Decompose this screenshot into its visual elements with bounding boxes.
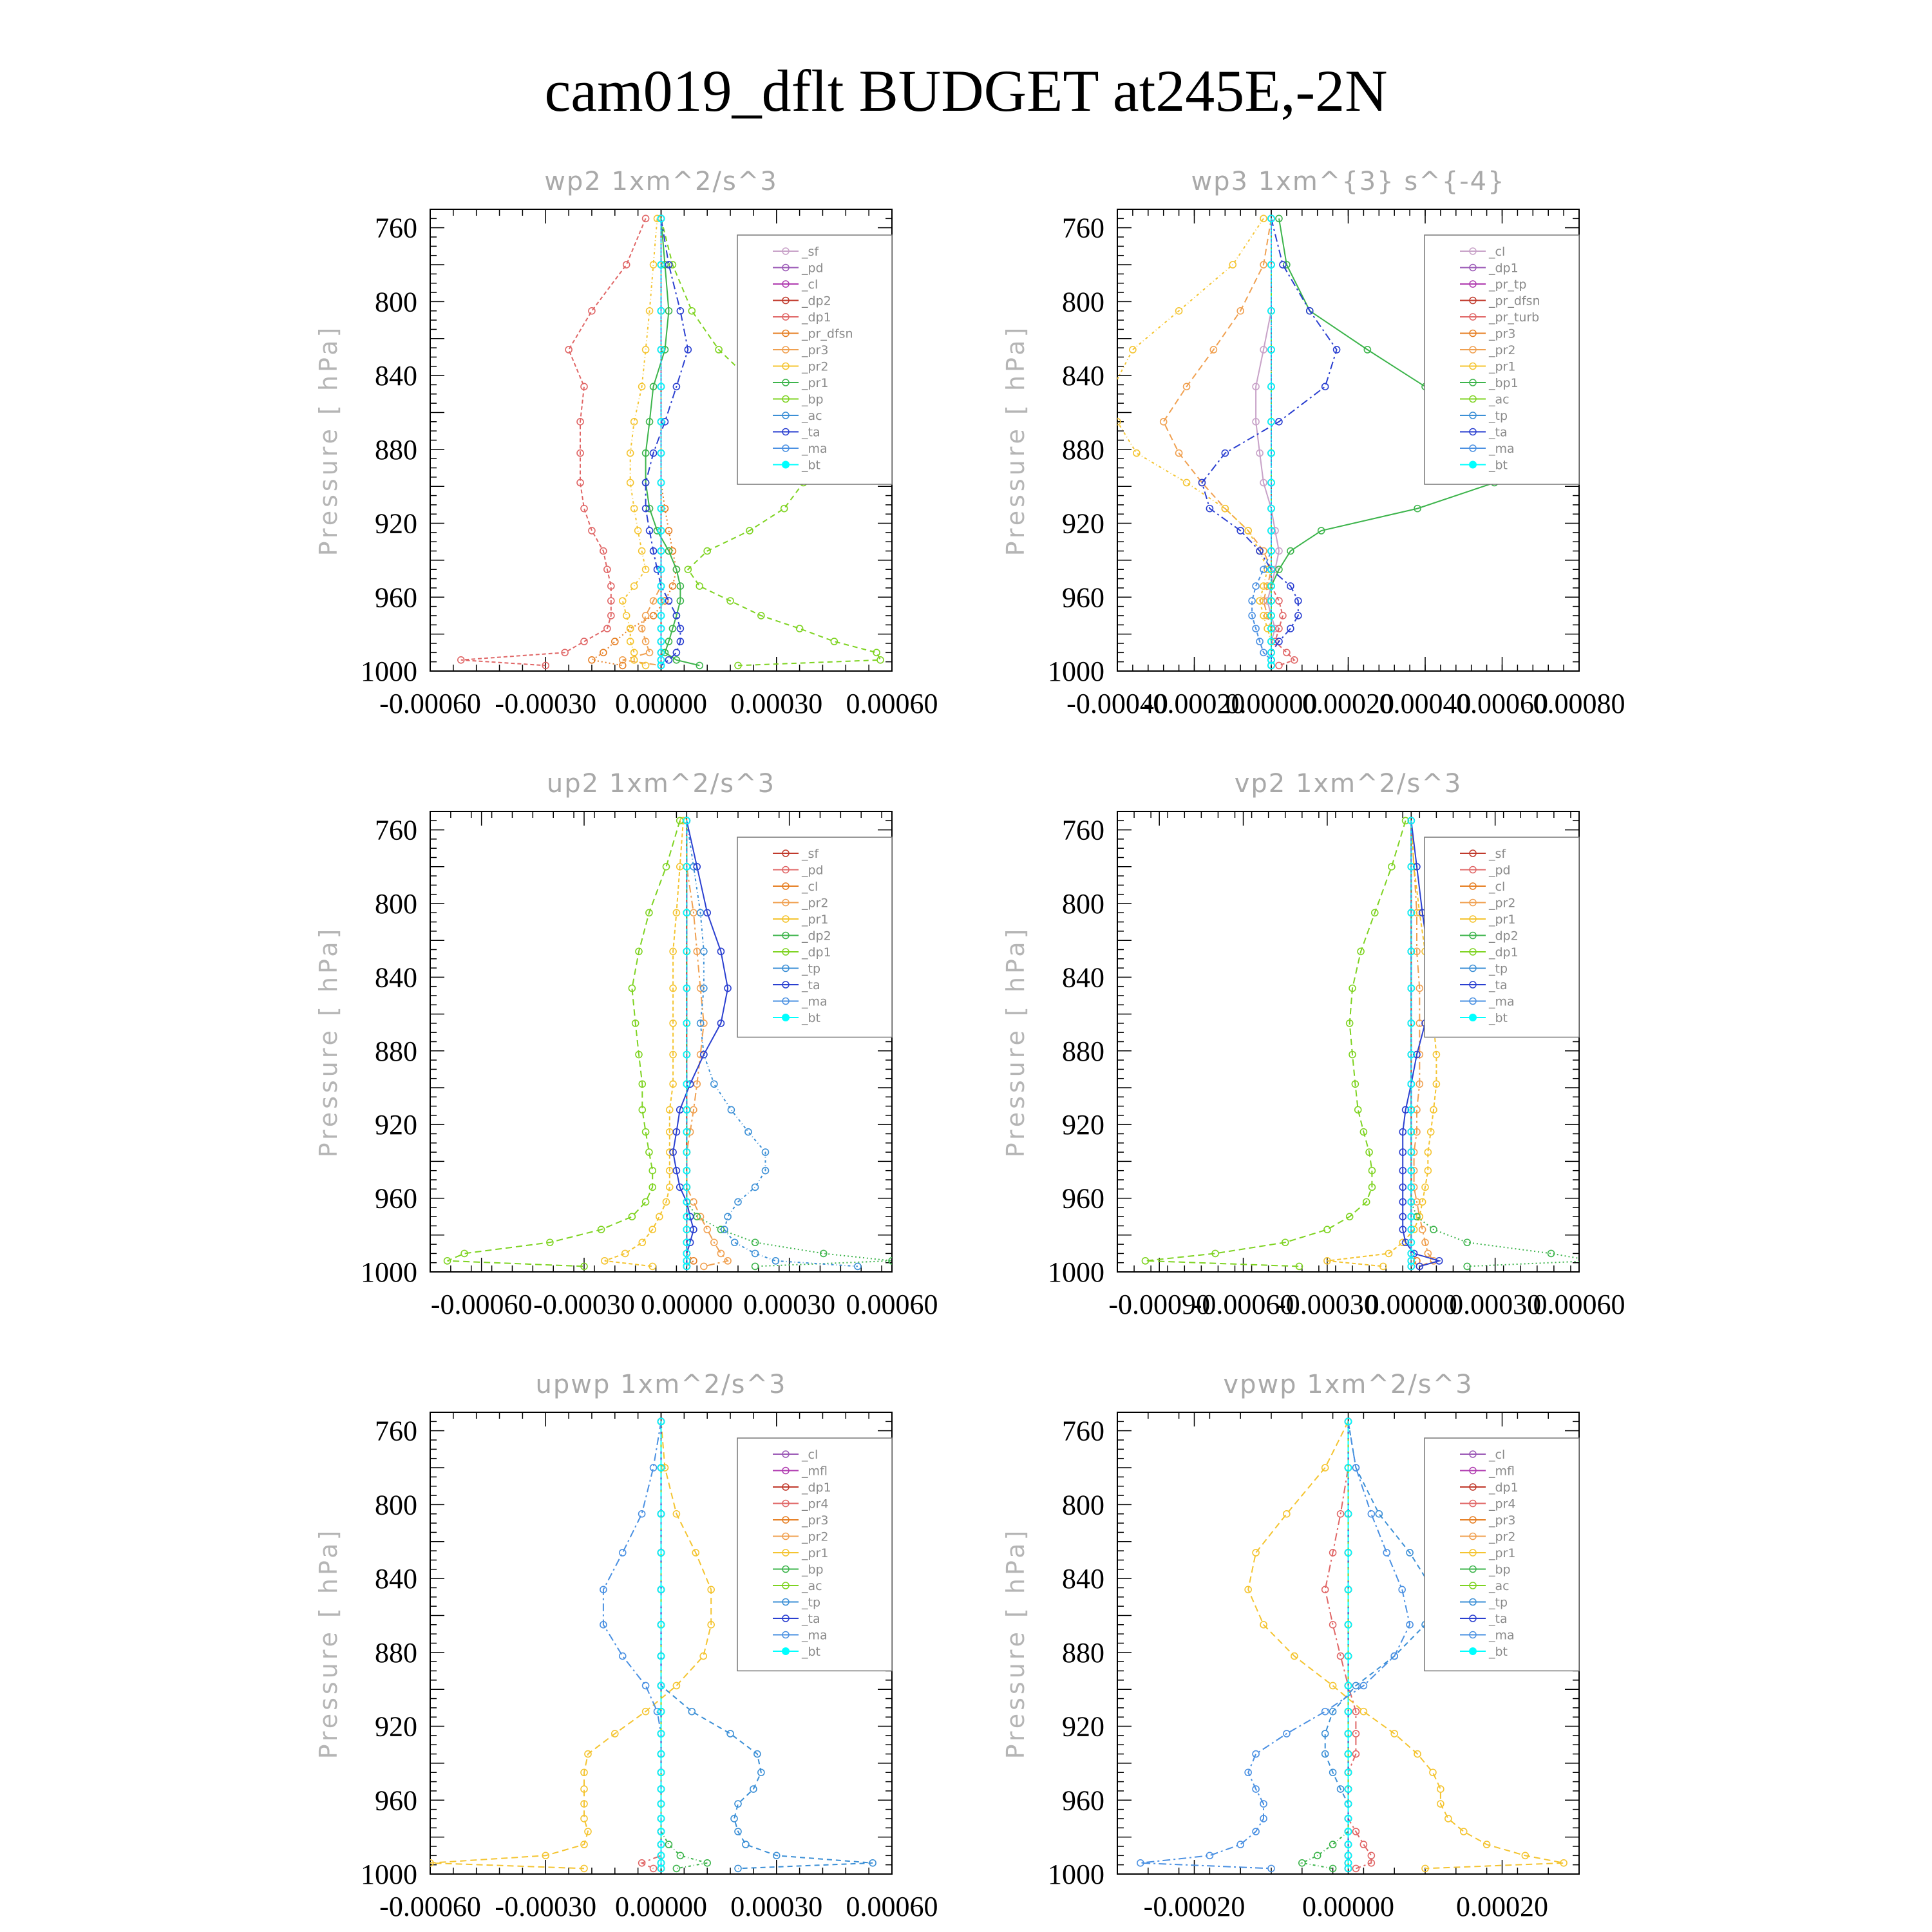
legend-label: _pr2: [1489, 896, 1516, 911]
y-tick-label: 760: [375, 814, 417, 846]
data-point: [1368, 1852, 1374, 1859]
data-point: [727, 1730, 734, 1737]
x-tick-label: -0.00020: [1143, 688, 1245, 719]
x-tick-label: -0.00090: [1108, 1289, 1211, 1320]
y-tick-label: 800: [1062, 286, 1104, 318]
legend-label: _pr_dfsn: [1489, 294, 1540, 308]
series-line-pr1: [430, 1421, 711, 1868]
series-line-dp1: [1146, 820, 1406, 1266]
legend-label: _ac: [1489, 1579, 1510, 1593]
x-tick-label: -0.00060: [379, 688, 481, 719]
y-tick-label: 840: [375, 961, 417, 994]
panel-5: [1001, 1370, 1579, 1922]
data-point: [1430, 1769, 1436, 1776]
legend-label: _ma: [1489, 994, 1515, 1009]
data-point: [743, 1841, 749, 1848]
data-point: [673, 649, 679, 656]
legend-label: _ta: [1489, 978, 1508, 992]
y-tick-label: 880: [1062, 1636, 1104, 1669]
legend: [1425, 1438, 1579, 1671]
x-tick-label: -0.00060: [430, 1289, 533, 1320]
legend-label: _bt: [802, 1645, 821, 1659]
series-line-ma: [603, 1421, 661, 1868]
series-line-pr-turb: [1271, 218, 1294, 665]
panel-0: [314, 167, 938, 719]
y-tick-label: 840: [375, 360, 417, 392]
series-line-dp1: [448, 820, 680, 1266]
legend-label: _pd: [1489, 863, 1511, 878]
x-tick-label: 0.00060: [846, 688, 938, 719]
series-line-bp: [1302, 1421, 1349, 1868]
x-tick-label: -0.00060: [1192, 1289, 1294, 1320]
y-tick-label: 960: [1062, 582, 1104, 614]
x-tick-label: 0.00060: [846, 1891, 938, 1922]
legend-label: _dp1: [802, 310, 831, 325]
data-point: [752, 1184, 759, 1190]
y-tick-label: 800: [375, 286, 417, 318]
legend-label: _dp1: [1489, 261, 1519, 276]
data-point: [1324, 1226, 1331, 1233]
data-point: [704, 1226, 710, 1233]
data-point: [589, 308, 595, 314]
data-point: [612, 638, 618, 645]
legend-label: _ta: [802, 1612, 820, 1626]
y-axis-label: Pressure [ hPa]: [1001, 925, 1030, 1158]
data-point: [1590, 1258, 1596, 1264]
data-point: [877, 657, 884, 663]
data-point: [1383, 1549, 1390, 1556]
y-tick-label: 760: [1062, 1415, 1104, 1447]
data-point: [1206, 1852, 1213, 1859]
data-point: [717, 1250, 724, 1256]
data-point: [1253, 1751, 1259, 1757]
data-point: [752, 1239, 759, 1245]
legend-label: _ta: [1489, 425, 1508, 440]
panel-3: [1001, 769, 1625, 1320]
legend-label: _pr4: [802, 1497, 829, 1511]
page-title: cam019_dflt BUDGET at245E,-2N: [544, 58, 1388, 124]
legend-label: _tp: [1489, 409, 1508, 423]
data-point: [581, 638, 587, 645]
x-tick-label: 0.00060: [1533, 1289, 1625, 1320]
y-tick-label: 840: [1062, 961, 1104, 994]
data-point: [1253, 1549, 1259, 1556]
data-point: [1260, 566, 1267, 573]
data-point: [665, 527, 672, 534]
legend-label: _ac: [802, 1579, 822, 1593]
series-line-pr4: [642, 1421, 661, 1868]
x-tick-label: 0.00060: [846, 1289, 938, 1320]
data-point: [1322, 1709, 1329, 1715]
data-point: [565, 346, 572, 353]
legend-label: _dp1: [1489, 1481, 1519, 1495]
y-axis-label: Pressure [ hPa]: [1001, 1527, 1030, 1759]
y-tick-label: 840: [1062, 1563, 1104, 1595]
legend-label: _pr2: [802, 896, 829, 911]
x-tick-label: -0.00060: [379, 1891, 481, 1922]
panel-2: [314, 769, 938, 1320]
legend-label: _ma: [1489, 442, 1515, 456]
panel-title: vpwp 1xm^2/s^3: [1223, 1370, 1473, 1399]
legend-label: _bp: [1489, 1562, 1511, 1577]
data-point: [1445, 1815, 1452, 1822]
y-tick-label: 760: [375, 212, 417, 244]
data-point: [732, 1239, 738, 1245]
y-tick-label: 760: [1062, 212, 1104, 244]
legend-label: _pr1: [1489, 913, 1516, 927]
legend-label: _tp: [802, 961, 821, 976]
legend: [737, 235, 892, 484]
series-line-pr1: [1113, 218, 1271, 665]
legend-label: _pd: [802, 261, 824, 276]
legend-label: _dp2: [802, 294, 831, 308]
legend-label: _pr_dfsn: [802, 327, 853, 341]
data-point: [1330, 1841, 1336, 1848]
legend-label: _bt: [1489, 1645, 1508, 1659]
data-point: [711, 1081, 717, 1087]
legend-label: _bp: [802, 392, 824, 407]
y-tick-label: 840: [1062, 360, 1104, 392]
legend-label: _ac: [1489, 392, 1510, 407]
y-tick-label: 1000: [1048, 1859, 1104, 1890]
data-point: [1461, 1828, 1467, 1835]
series-line-tp: [1325, 1421, 1433, 1868]
y-axis-label: Pressure [ hPa]: [314, 1527, 343, 1759]
x-tick-label: 0.00000: [1225, 688, 1318, 719]
data-point: [673, 1682, 679, 1689]
y-tick-label: 920: [375, 1109, 417, 1141]
legend-label: _tp: [1489, 961, 1508, 976]
data-point: [1184, 479, 1190, 486]
legend-label: _pr2: [802, 1530, 829, 1544]
y-tick-label: 1000: [1048, 656, 1104, 687]
data-point: [1322, 383, 1329, 390]
panel-title: wp3 1xm^{3} s^{-4}: [1191, 167, 1506, 196]
data-point: [656, 1213, 663, 1220]
legend-label: _pr1: [802, 913, 829, 927]
series-line-ma: [1141, 1421, 1410, 1868]
x-tick-label: 0.00000: [615, 1891, 707, 1922]
legend-label: _bt: [802, 458, 821, 473]
legend-marker: [782, 461, 790, 469]
legend-label: _cl: [1489, 1448, 1506, 1462]
data-point: [1160, 419, 1167, 425]
y-tick-label: 800: [1062, 1489, 1104, 1521]
data-point: [728, 1106, 734, 1113]
y-tick-label: 880: [1062, 433, 1104, 466]
data-point: [639, 1239, 645, 1245]
data-point: [673, 1865, 679, 1871]
data-point: [752, 1263, 759, 1269]
legend-label: _sf: [1489, 847, 1506, 861]
legend-label: _dp1: [1489, 945, 1519, 960]
data-point: [1338, 1653, 1344, 1660]
data-point: [1330, 1622, 1336, 1628]
data-point: [643, 1682, 649, 1689]
data-point: [752, 1250, 759, 1256]
y-tick-label: 960: [375, 1182, 417, 1215]
legend-label: _pr2: [1489, 343, 1516, 357]
data-point: [620, 1549, 626, 1556]
data-point: [622, 1250, 629, 1256]
y-tick-label: 960: [1062, 1785, 1104, 1817]
data-point: [647, 649, 653, 656]
legend-label: _pr3: [802, 343, 829, 357]
legend-label: _ma: [1489, 1628, 1515, 1643]
data-point: [631, 649, 638, 656]
data-point: [1388, 864, 1395, 870]
series-line-pr1: [646, 218, 700, 665]
y-tick-label: 880: [375, 1636, 417, 1669]
data-point: [1376, 1511, 1382, 1517]
x-tick-label: -0.00040: [1066, 688, 1168, 719]
legend-label: _bt: [1489, 1011, 1508, 1025]
x-tick-label: 0.00020: [1456, 1891, 1548, 1922]
x-tick-label: 0.00030: [730, 688, 823, 719]
y-axis-label: Pressure [ hPa]: [314, 324, 343, 556]
panel-4: [314, 1370, 938, 1922]
y-tick-label: 760: [375, 1415, 417, 1447]
y-tick-label: 800: [375, 888, 417, 920]
data-point: [1360, 1709, 1367, 1715]
legend-label: _pr3: [802, 1513, 829, 1528]
legend-label: _pr3: [1489, 327, 1516, 341]
data-point: [1437, 1786, 1444, 1792]
legend-label: _dp1: [802, 945, 831, 960]
data-point: [1276, 662, 1282, 668]
legend-label: _sf: [802, 245, 819, 259]
legend-marker: [1469, 461, 1477, 469]
x-tick-label: -0.00030: [533, 1289, 635, 1320]
x-tick-label: 0.00060: [1456, 688, 1548, 719]
x-tick-label: 0.00030: [1449, 1289, 1542, 1320]
legend-label: _dp1: [802, 1481, 831, 1495]
data-point: [665, 1841, 672, 1848]
legend-label: _tp: [802, 1595, 821, 1610]
panel-title: vp2 1xm^2/s^3: [1234, 769, 1463, 799]
legend-label: _ma: [802, 994, 828, 1009]
data-point: [631, 583, 638, 589]
legend-label: _bp: [802, 1562, 824, 1577]
y-tick-label: 1000: [361, 656, 417, 687]
data-point: [650, 612, 657, 619]
data-point: [650, 1865, 657, 1871]
data-point: [643, 662, 649, 668]
data-point: [690, 1258, 697, 1264]
legend-marker: [1469, 1647, 1477, 1655]
legend-label: _pr3: [1489, 1513, 1516, 1528]
panel-title: upwp 1xm^2/s^3: [535, 1370, 787, 1399]
x-tick-label: 0.00030: [743, 1289, 836, 1320]
data-point: [696, 583, 703, 589]
y-tick-label: 920: [1062, 507, 1104, 540]
legend-label: _pr_turb: [1489, 310, 1540, 325]
legend-label: _ac: [802, 409, 822, 423]
legend-label: _pr2: [1489, 1530, 1516, 1544]
y-tick-label: 880: [375, 1035, 417, 1067]
y-tick-label: 880: [1062, 1035, 1104, 1067]
data-point: [688, 1709, 695, 1715]
legend-label: _ta: [802, 978, 820, 992]
y-tick-label: 920: [1062, 1109, 1104, 1141]
legend-label: _ta: [802, 425, 820, 440]
data-point: [643, 1198, 649, 1205]
legend-label: _sf: [802, 847, 819, 861]
data-point: [589, 527, 595, 534]
legend-label: _tp: [1489, 1595, 1508, 1610]
legend-label: _pd: [802, 863, 824, 878]
legend-label: _bt: [802, 1011, 821, 1025]
y-tick-label: 960: [1062, 1182, 1104, 1215]
legend-label: _cl: [1489, 880, 1506, 894]
data-point: [1133, 450, 1140, 457]
legend-marker: [782, 1014, 790, 1021]
x-tick-label: 0.00080: [1533, 688, 1625, 719]
y-tick-label: 920: [375, 1710, 417, 1743]
y-tick-label: 800: [375, 1489, 417, 1521]
y-tick-label: 920: [375, 507, 417, 540]
y-tick-label: 760: [1062, 814, 1104, 846]
data-point: [1368, 1511, 1374, 1517]
x-tick-label: -0.00030: [495, 1891, 597, 1922]
data-point: [1283, 1511, 1290, 1517]
data-point: [688, 308, 695, 314]
data-point: [781, 506, 788, 512]
panel-title: up2 1xm^2/s^3: [546, 769, 776, 799]
series-line-bp: [661, 1421, 708, 1868]
y-tick-label: 840: [375, 1563, 417, 1595]
data-point: [1283, 649, 1290, 656]
legend-label: _cl: [802, 278, 819, 292]
x-tick-label: 0.00040: [1379, 688, 1472, 719]
y-tick-label: 920: [1062, 1710, 1104, 1743]
legend-label: _pr1: [1489, 1546, 1516, 1560]
legend-label: _cl: [802, 880, 819, 894]
y-tick-label: 960: [375, 582, 417, 614]
legend: [1425, 837, 1579, 1037]
x-tick-label: -0.00030: [495, 688, 597, 719]
x-tick-label: 0.00000: [1302, 1891, 1394, 1922]
panel-title: wp2 1xm^2/s^3: [544, 167, 778, 196]
y-tick-label: 800: [1062, 888, 1104, 920]
data-point: [623, 261, 630, 268]
data-point: [643, 346, 649, 353]
data-point: [797, 625, 803, 632]
y-tick-label: 960: [375, 1785, 417, 1817]
legend-label: _dp2: [1489, 929, 1519, 943]
data-point: [629, 1213, 635, 1220]
x-tick-label: 0.00000: [1365, 1289, 1457, 1320]
legend: [737, 837, 892, 1037]
legend-label: _pr1: [1489, 359, 1516, 374]
data-point: [663, 864, 669, 870]
legend-label: _cl: [1489, 245, 1506, 259]
data-point: [1280, 261, 1286, 268]
y-tick-label: 880: [375, 433, 417, 466]
legend-label: _ma: [802, 442, 828, 456]
data-point: [665, 598, 672, 604]
legend-label: _cl: [802, 1448, 819, 1462]
x-tick-label: 0.00030: [730, 1891, 823, 1922]
legend-label: _bt: [1489, 458, 1508, 473]
y-tick-label: 1000: [1048, 1256, 1104, 1288]
legend-label: _pr4: [1489, 1497, 1516, 1511]
series-line-pr2: [687, 820, 728, 1266]
legend-label: _dp2: [802, 929, 831, 943]
series-line-cl: [1256, 218, 1279, 665]
x-tick-label: -0.00030: [1276, 1289, 1378, 1320]
series-line-ta: [673, 820, 728, 1266]
data-point: [620, 1653, 626, 1660]
x-tick-label: -0.00020: [1143, 1891, 1245, 1922]
legend-label: _bp1: [1489, 376, 1519, 390]
legend-marker: [1469, 1014, 1477, 1021]
x-tick-label: 0.00000: [640, 1289, 733, 1320]
data-point: [1237, 1841, 1244, 1848]
data-point: [1464, 1263, 1470, 1269]
legend-marker: [782, 1647, 790, 1655]
series-line-pr2: [1164, 218, 1271, 665]
legend-label: _pr1: [802, 376, 829, 390]
legend: [737, 1438, 892, 1671]
legend: [1425, 235, 1579, 484]
data-point: [690, 1198, 697, 1205]
data-point: [581, 506, 587, 512]
x-tick-label: 0.00000: [615, 688, 707, 719]
legend-label: _ma: [802, 1628, 828, 1643]
data-point: [701, 1263, 707, 1269]
legend-label: _pr2: [802, 359, 829, 374]
y-axis-label: Pressure [ hPa]: [1001, 324, 1030, 556]
legend-label: _pr_tp: [1489, 278, 1527, 292]
data-point: [1110, 383, 1117, 390]
legend-label: _pr1: [802, 1546, 829, 1560]
y-tick-label: 1000: [361, 1859, 417, 1890]
legend-label: _mfl: [802, 1464, 828, 1479]
panel-1: [1001, 167, 1625, 719]
data-point: [745, 1129, 752, 1135]
series-line-dp1: [461, 218, 646, 665]
y-tick-label: 1000: [361, 1256, 417, 1288]
data-point: [665, 657, 672, 663]
legend-label: _ta: [1489, 1612, 1508, 1626]
y-axis-label: Pressure [ hPa]: [314, 925, 343, 1158]
data-point: [600, 649, 607, 656]
legend-label: _mfl: [1489, 1464, 1515, 1479]
x-tick-label: 0.00020: [1302, 688, 1394, 719]
